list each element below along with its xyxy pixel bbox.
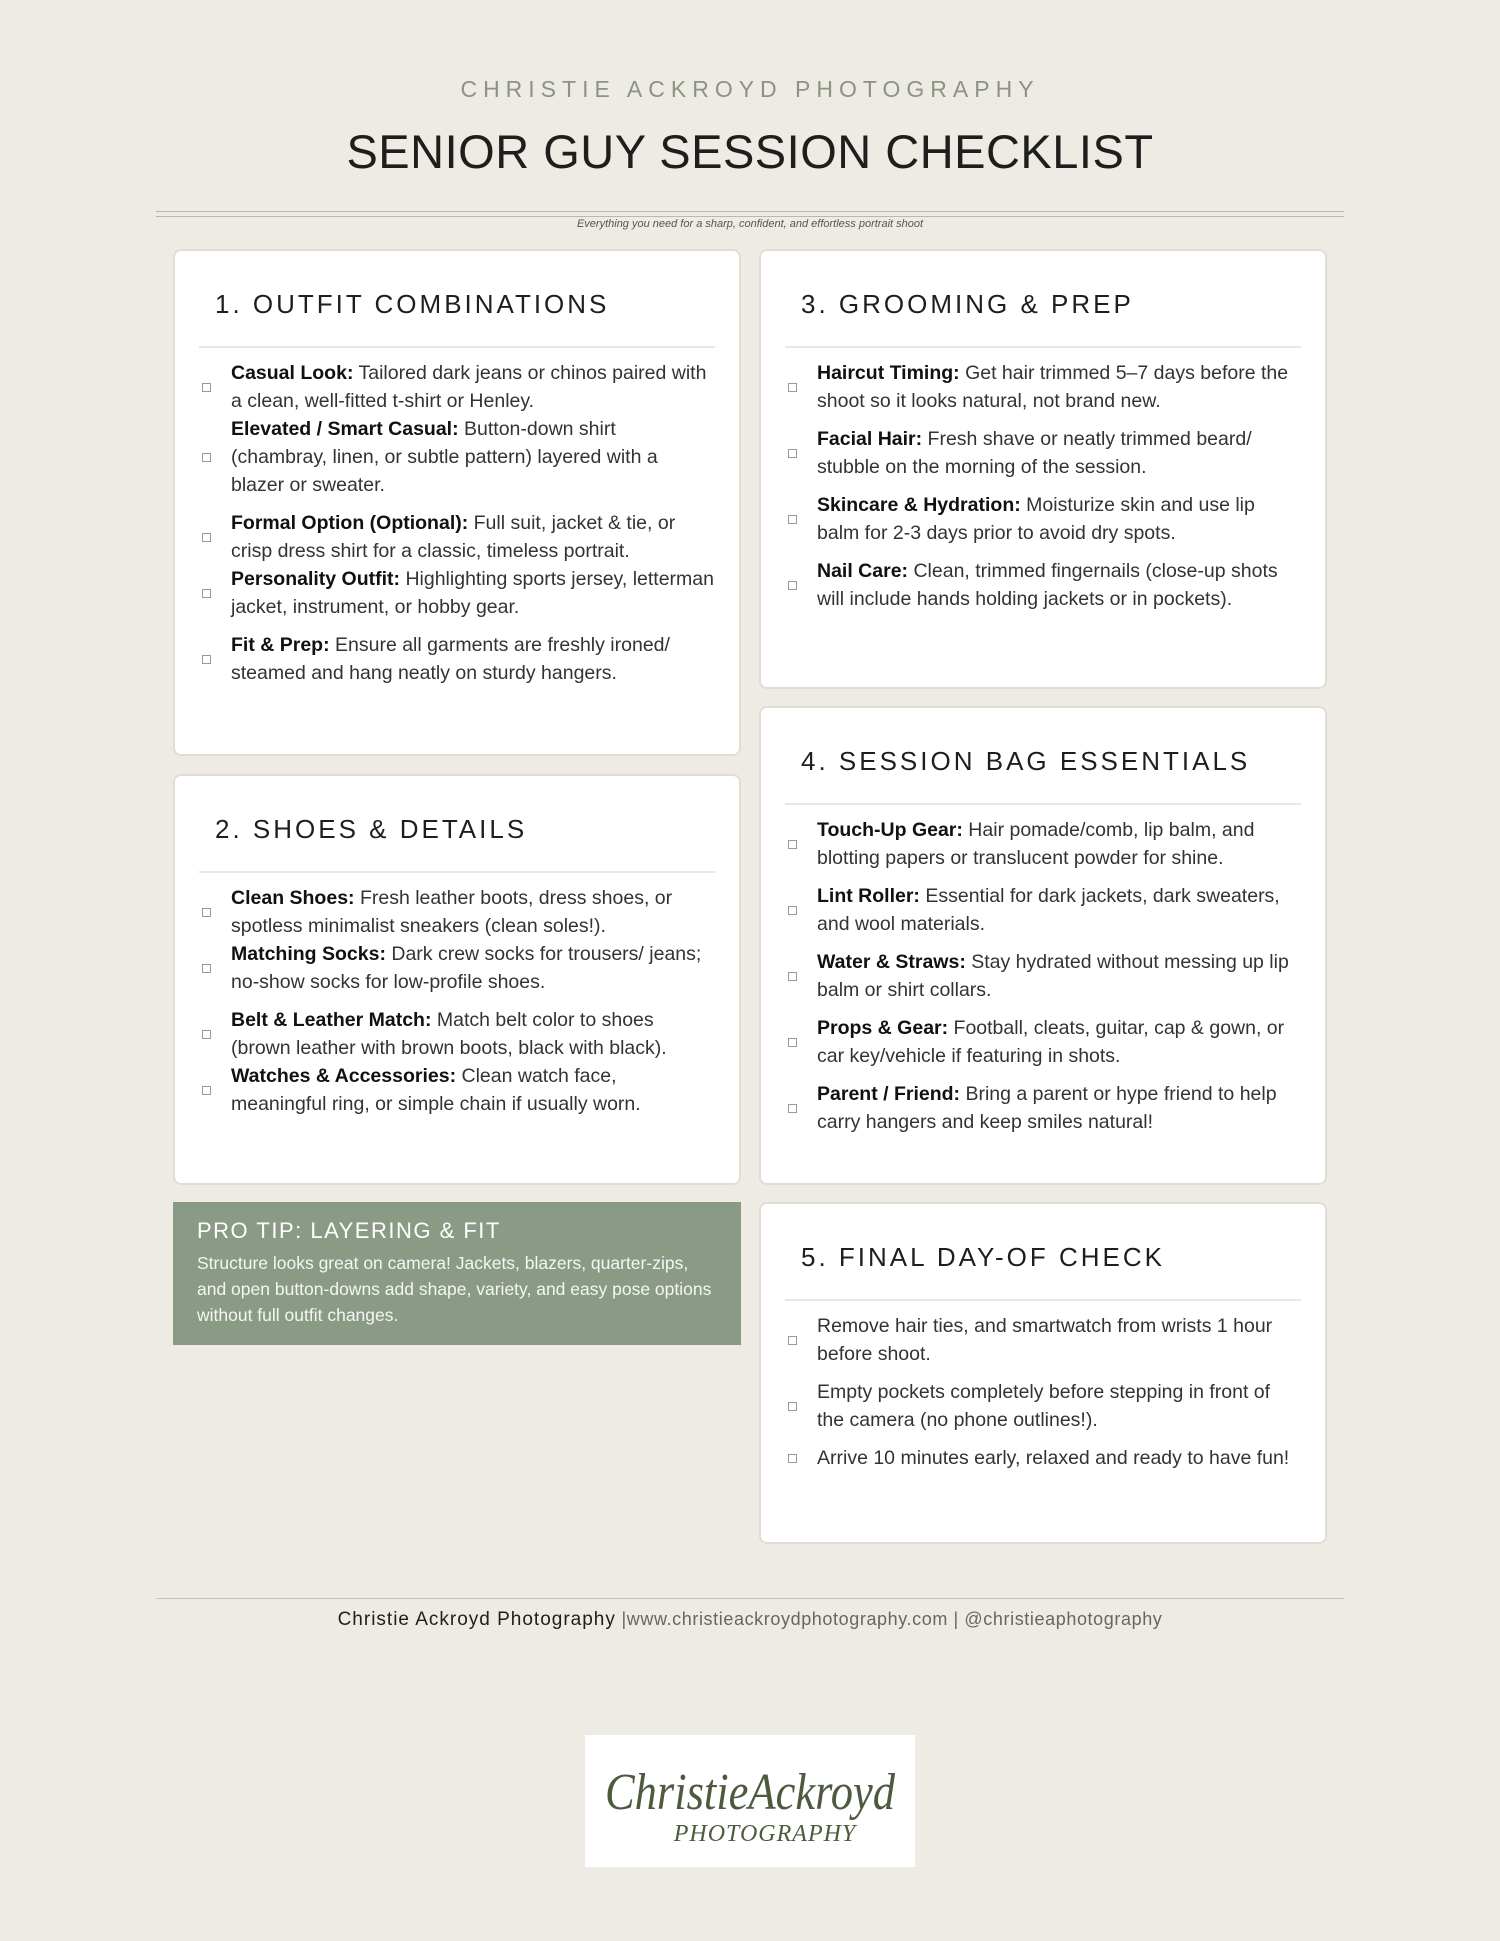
item-label: Water & Straws: <box>817 951 966 973</box>
item-text: Fresh leather boots, dress shoes, or spotless minimalist sneakers (clean soles!). <box>231 887 673 937</box>
checklist-item <box>199 884 715 940</box>
top-divider <box>156 211 1344 217</box>
item-text: Clean watch face, meaningful ring, or simple chain if usually worn. <box>231 1065 641 1115</box>
checklist-item <box>785 557 1301 613</box>
checkbox-icon[interactable] <box>202 383 211 392</box>
svg-text:PHOTOGRAPHY: PHOTOGRAPHY <box>673 1821 857 1847</box>
shoes-list <box>199 884 715 1128</box>
item-text: Button-down shirt (chambray, linen, or subtle pattern) layered with a blazer or sweater. <box>231 418 658 496</box>
footer-divider <box>156 1598 1344 1599</box>
checklist-item <box>785 948 1301 1004</box>
item-text: Hair pomade/comb, lip balm, and blotting papers or translucent powder for shine. <box>817 819 1255 869</box>
item-label: Clean Shoes: <box>231 887 355 909</box>
checkbox-icon[interactable] <box>788 1402 797 1411</box>
checklist-item <box>199 359 715 415</box>
item-label: Nail Care: <box>817 560 909 582</box>
item-text: Highlighting sports jersey, letterman jacket, instrument, or hobby gear. <box>231 568 714 618</box>
item-label: Fit & Prep: <box>231 634 330 656</box>
item-text: Fresh shave or neatly trimmed beard/ stubble on the morning of the session. <box>817 428 1252 478</box>
checkbox-icon[interactable] <box>788 1104 797 1113</box>
checkbox-icon[interactable] <box>788 383 797 392</box>
item-text: Tailored dark jeans or chinos paired with a clean, well-fitted t-shirt or Henley. <box>231 362 707 412</box>
logo <box>585 1735 915 1867</box>
item-label: Lint Roller: <box>817 885 920 907</box>
checklist-item <box>785 1378 1301 1434</box>
checkbox-icon[interactable] <box>788 515 797 524</box>
checkbox-icon[interactable] <box>202 533 211 542</box>
item-text: Bring a parent or hype friend to help carry hangers and keep smiles natural! <box>817 1083 1277 1133</box>
checklist-item <box>199 565 715 621</box>
footer-brand: Christie Ackroyd Photography <box>337 1609 616 1630</box>
checkbox-icon[interactable] <box>788 972 797 981</box>
outfit-list <box>199 359 715 697</box>
page-title: SENIOR GUY SESSION CHECKLIST <box>346 125 1154 178</box>
checkbox-icon[interactable] <box>788 581 797 590</box>
checkbox-icon[interactable] <box>202 908 211 917</box>
pro-tip-box <box>173 1202 741 1345</box>
item-text: Ensure all garments are freshly ironed/ steamed and hang neatly on sturdy hangers. <box>231 634 670 684</box>
item-text: Clean, trimmed fingernails (close-up shots will include hands holding jackets or in pockets). <box>817 560 1278 610</box>
divider <box>785 1299 1301 1301</box>
page-subtitle: Everything you need for a sharp, confident, and effortless portrait shoot <box>576 218 924 230</box>
checklist-item <box>785 491 1301 547</box>
item-text: Arrive 10 minutes early, relaxed and ready to have fun! <box>817 1447 1290 1469</box>
checkbox-icon[interactable] <box>202 1086 211 1095</box>
item-text: Essential for dark jackets, dark sweaters, and wool materials. <box>817 885 1280 935</box>
item-text: Empty pockets completely before stepping in front of the camera (no phone outlines!). <box>817 1381 1271 1431</box>
checkbox-icon[interactable] <box>202 1030 211 1039</box>
checkbox-icon[interactable] <box>202 589 211 598</box>
final-title: 5. FINAL DAY-OF CHECK <box>801 1242 1165 1272</box>
outfit-title: 1. OUTFIT COMBINATIONS <box>215 289 610 319</box>
bag-title: 4. SESSION BAG ESSENTIALS <box>801 746 1251 776</box>
checklist-item <box>785 359 1301 415</box>
divider <box>785 803 1301 805</box>
checkbox-icon[interactable] <box>202 453 211 462</box>
item-label: Skincare & Hydration: <box>817 494 1021 516</box>
bag-card <box>759 706 1327 1185</box>
item-label: Haircut Timing: <box>817 362 960 384</box>
item-text: Football, cleats, guitar, cap & gown, or car key/vehicle if featuring in shots. <box>817 1017 1285 1067</box>
item-label: Casual Look: <box>231 362 354 384</box>
pro-tip-body: Structure looks great on camera! Jackets, blazers, quarter-zips, and open button-downs add shape, variety, and easy pose options without full outfit changes. <box>197 1253 712 1325</box>
brand-name: CHRISTIE ACKROYD PHOTOGRAPHY <box>460 76 1040 102</box>
item-text: Moisturize skin and use lip balm for 2-3 days prior to avoid dry spots. <box>817 494 1255 544</box>
item-label: Matching Socks: <box>231 943 386 965</box>
item-label: Watches & Accessories: <box>231 1065 457 1087</box>
checklist-item <box>199 631 715 687</box>
item-text: Dark crew socks for trousers/ jeans; no-show socks for low-profile shoes. <box>231 943 702 993</box>
shoes-title: 2. SHOES & DETAILS <box>215 814 528 844</box>
item-text: Stay hydrated without messing up lip balm or shirt collars. <box>817 951 1289 1001</box>
item-label: Belt & Leather Match: <box>231 1009 432 1031</box>
item-label: Personality Outfit: <box>231 568 401 590</box>
final-card <box>759 1202 1327 1544</box>
outfit-card <box>173 249 741 756</box>
shoes-card <box>173 774 741 1185</box>
final-list <box>785 1312 1301 1482</box>
item-label: Elevated / Smart Casual: <box>231 418 459 440</box>
grooming-card <box>759 249 1327 689</box>
checkbox-icon[interactable] <box>788 449 797 458</box>
checklist-item <box>785 1444 1301 1472</box>
checklist-item <box>785 816 1301 872</box>
divider <box>199 871 715 873</box>
logo-svg <box>585 1735 915 1867</box>
item-label: Touch-Up Gear: <box>817 819 963 841</box>
item-label: Formal Option (Optional): <box>231 512 469 534</box>
item-text: Full suit, jacket & tie, or crisp dress shirt for a classic, timeless portrait. <box>231 512 676 562</box>
item-label: Facial Hair: <box>817 428 923 450</box>
checklist-item <box>785 425 1301 481</box>
checklist-item <box>785 1312 1301 1368</box>
footer <box>0 1609 1500 1631</box>
checkbox-icon[interactable] <box>788 1038 797 1047</box>
svg-text:ChristieAckroyd: ChristieAckroyd <box>605 1764 896 1821</box>
grooming-list <box>785 359 1301 623</box>
checkbox-icon[interactable] <box>202 964 211 973</box>
item-label: Props & Gear: <box>817 1017 949 1039</box>
item-text: Match belt color to shoes (brown leather with brown boots, black with black). <box>231 1009 667 1059</box>
divider <box>199 346 715 348</box>
item-text: Get hair trimmed 5–7 days before the shoot so it looks natural, not brand new. <box>817 362 1289 412</box>
checkbox-icon[interactable] <box>788 1454 797 1463</box>
checklist-item <box>785 1080 1301 1136</box>
divider <box>785 346 1301 348</box>
checklist-item <box>199 1062 715 1118</box>
checklist-item <box>785 1014 1301 1070</box>
checkbox-icon[interactable] <box>788 1336 797 1345</box>
checklist-item <box>199 1006 715 1062</box>
checkbox-icon[interactable] <box>202 655 211 664</box>
grooming-title: 3. GROOMING & PREP <box>801 289 1134 319</box>
checkbox-icon[interactable] <box>788 840 797 849</box>
bag-list <box>785 816 1301 1146</box>
pro-tip-title: PRO TIP: LAYERING & FIT <box>197 1218 501 1243</box>
item-text: Remove hair ties, and smartwatch from wrists 1 hour before shoot. <box>817 1315 1273 1365</box>
checkbox-icon[interactable] <box>788 906 797 915</box>
checklist-item <box>785 882 1301 938</box>
footer-links[interactable]: |www.christieackroydphotography.com | @christieaphotography <box>615 1609 1163 1629</box>
checklist-item <box>199 940 715 996</box>
item-label: Parent / Friend: <box>817 1083 961 1105</box>
checklist-item <box>199 415 715 499</box>
checklist-item <box>199 509 715 565</box>
